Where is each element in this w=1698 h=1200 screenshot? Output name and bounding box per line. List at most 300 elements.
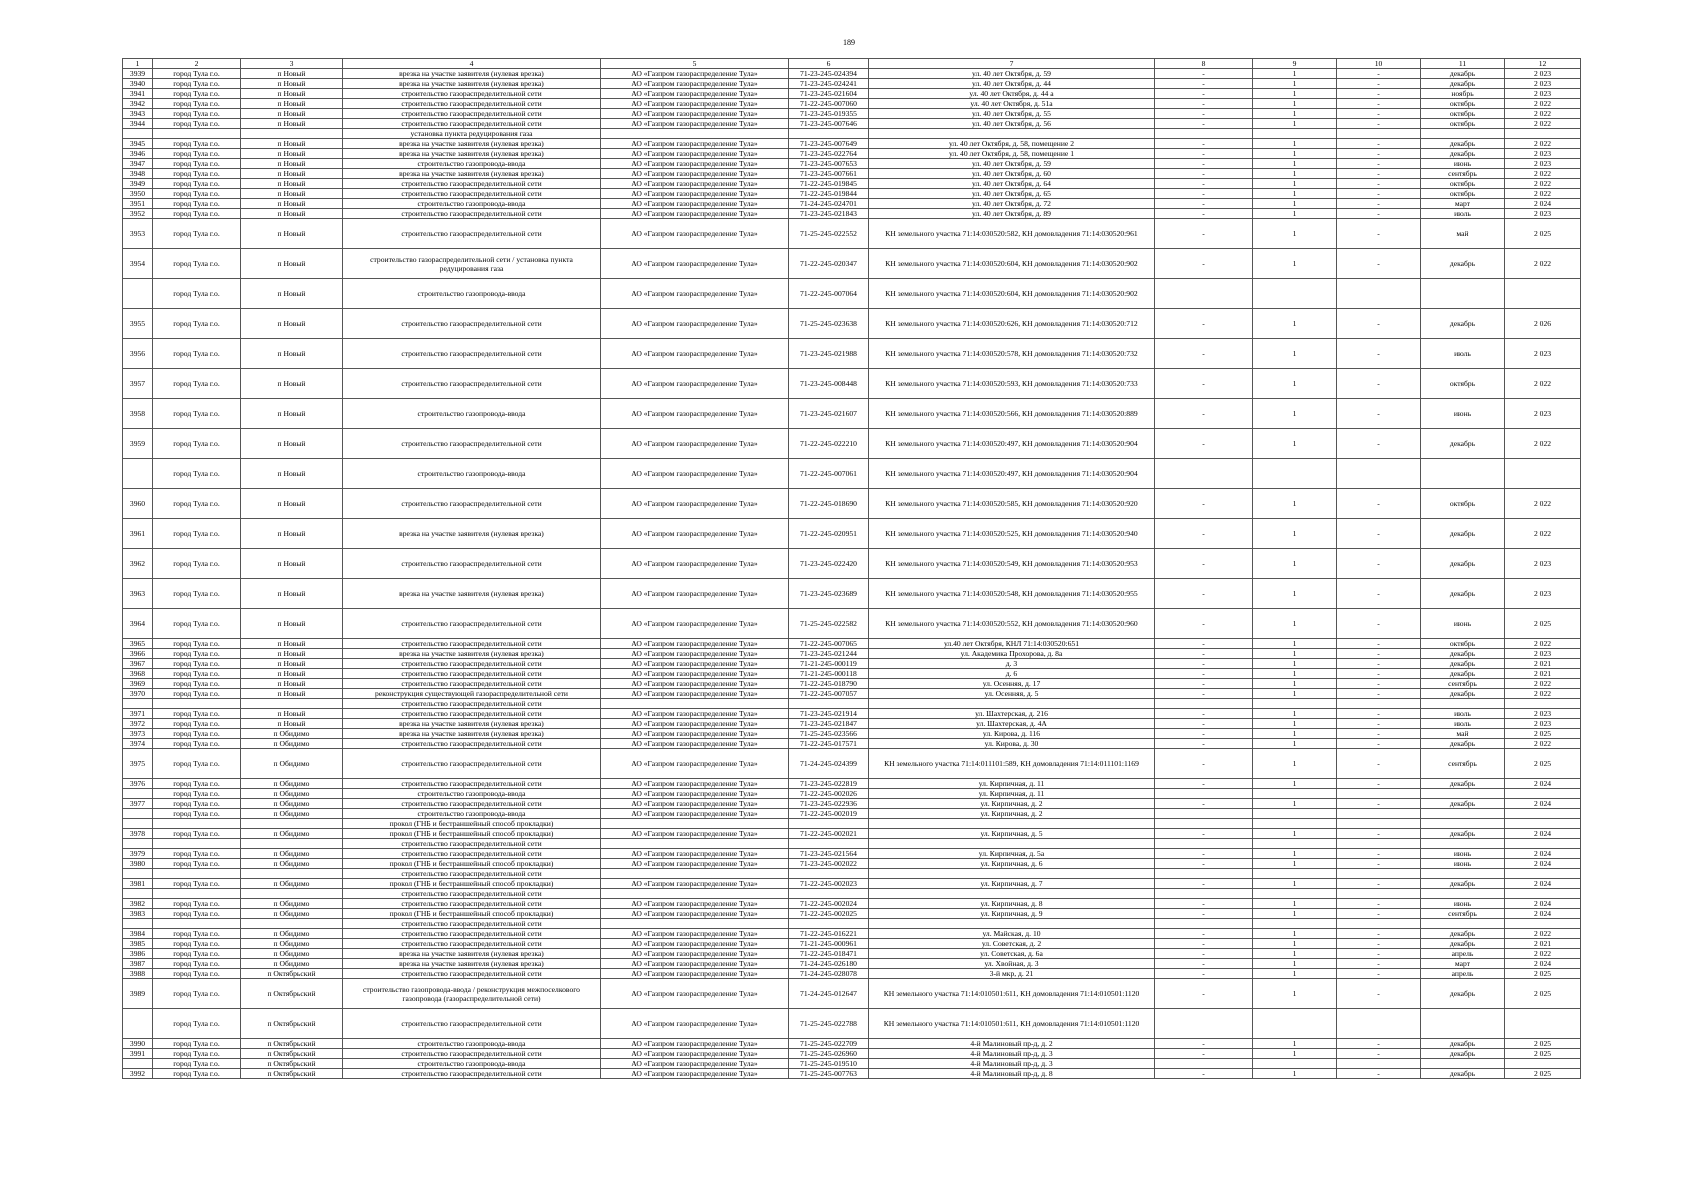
address: ул. 40 лет Октября, д. 44 а	[869, 89, 1155, 99]
settlement: п Новый	[241, 69, 343, 79]
organization: АО «Газпром газораспределение Тула»	[601, 309, 789, 339]
register-table	[122, 58, 1581, 1079]
work-type: строительство газопровода-ввода	[343, 199, 601, 209]
col-8: -	[1155, 739, 1253, 749]
table-row	[123, 399, 1581, 429]
col-10: -	[1337, 609, 1421, 639]
row-number: 3971	[123, 709, 153, 719]
work-type: строительство газопровода-ввода	[343, 809, 601, 819]
col-8: -	[1155, 719, 1253, 729]
table-row	[123, 369, 1581, 399]
col-10: -	[1337, 779, 1421, 789]
col-10	[1337, 889, 1421, 899]
organization: АО «Газпром газораспределение Тула»	[601, 279, 789, 309]
year: 2 023	[1505, 709, 1581, 719]
year: 2 024	[1505, 849, 1581, 859]
organization: АО «Газпром газораспределение Тула»	[601, 429, 789, 459]
application-number: 71-21-245-000961	[789, 939, 869, 949]
row-number: 3990	[123, 1039, 153, 1049]
table-row	[123, 689, 1581, 699]
application-number: 71-23-245-022764	[789, 149, 869, 159]
application-number: 71-22-245-018690	[789, 489, 869, 519]
month: июнь	[1421, 399, 1505, 429]
work-type: строительство газораспределительной сети	[343, 849, 601, 859]
table-row	[123, 129, 1581, 139]
table-row	[123, 429, 1581, 459]
month: декабрь	[1421, 669, 1505, 679]
work-type: строительство газораспределительной сети	[343, 799, 601, 809]
month	[1421, 919, 1505, 929]
work-type: врезка на участке заявителя (нулевая врезка)	[343, 719, 601, 729]
col-8: -	[1155, 249, 1253, 279]
address: ул. 40 лет Октября, д. 55	[869, 109, 1155, 119]
year: 2 024	[1505, 899, 1581, 909]
application-number: 71-22-245-018790	[789, 679, 869, 689]
address	[869, 889, 1155, 899]
col-8: -	[1155, 799, 1253, 809]
table-row	[123, 1049, 1581, 1059]
col-9: 1	[1253, 909, 1337, 919]
organization: АО «Газпром газораспределение Тула»	[601, 799, 789, 809]
table-row	[123, 69, 1581, 79]
work-type: врезка на участке заявителя (нулевая врезка)	[343, 519, 601, 549]
col-8	[1155, 869, 1253, 879]
row-number: 3952	[123, 209, 153, 219]
address: КН земельного участка 71:14:010501:611, КН домовладения 71:14:010501:1120	[869, 979, 1155, 1009]
application-number: 71-23-245-008448	[789, 369, 869, 399]
application-number: 71-23-245-021244	[789, 649, 869, 659]
settlement: п Новый	[241, 199, 343, 209]
table-row	[123, 1009, 1581, 1039]
organization: АО «Газпром газораспределение Тула»	[601, 249, 789, 279]
settlement: п Обидимо	[241, 909, 343, 919]
municipality: город Тула г.о.	[153, 679, 241, 689]
organization	[601, 129, 789, 139]
table-row	[123, 789, 1581, 799]
settlement: п Новый	[241, 89, 343, 99]
settlement	[241, 839, 343, 849]
municipality: город Тула г.о.	[153, 1059, 241, 1069]
settlement: п Октябрьский	[241, 1059, 343, 1069]
table-row	[123, 799, 1581, 809]
municipality: город Тула г.о.	[153, 429, 241, 459]
row-number: 3958	[123, 399, 153, 429]
year	[1505, 699, 1581, 709]
row-number	[123, 839, 153, 849]
col-9: 1	[1253, 179, 1337, 189]
col-9: 1	[1253, 609, 1337, 639]
municipality: город Тула г.о.	[153, 209, 241, 219]
application-number	[789, 129, 869, 139]
col-9: 1	[1253, 1069, 1337, 1079]
row-number: 3978	[123, 829, 153, 839]
row-number: 3951	[123, 199, 153, 209]
col-9: 1	[1253, 1039, 1337, 1049]
work-type: строительство газораспределительной сети	[343, 839, 601, 849]
col-8: -	[1155, 579, 1253, 609]
settlement: п Обидимо	[241, 849, 343, 859]
col-8: -	[1155, 949, 1253, 959]
month: декабрь	[1421, 939, 1505, 949]
work-type: строительство газораспределительной сети	[343, 489, 601, 519]
row-number: 3944	[123, 119, 153, 129]
col-10	[1337, 919, 1421, 929]
col-8: -	[1155, 139, 1253, 149]
month: октябрь	[1421, 369, 1505, 399]
address: КН земельного участка 71:14:030520:578, КН домовладения 71:14:030520:732	[869, 339, 1155, 369]
year: 2 022	[1505, 739, 1581, 749]
table-row	[123, 489, 1581, 519]
col-8	[1155, 839, 1253, 849]
application-number	[789, 919, 869, 929]
municipality: город Тула г.о.	[153, 639, 241, 649]
work-type: строительство газораспределительной сети	[343, 219, 601, 249]
table-row	[123, 89, 1581, 99]
application-number: 71-23-245-021843	[789, 209, 869, 219]
col-10: -	[1337, 749, 1421, 779]
settlement: п Новый	[241, 139, 343, 149]
settlement: п Новый	[241, 119, 343, 129]
year: 2 021	[1505, 669, 1581, 679]
settlement: п Новый	[241, 189, 343, 199]
address: КН земельного участка 71:14:030520:626, КН домовладения 71:14:030520:712	[869, 309, 1155, 339]
table-row	[123, 639, 1581, 649]
work-type: строительство газопровода-ввода	[343, 279, 601, 309]
row-number: 3980	[123, 859, 153, 869]
application-number: 71-23-245-007653	[789, 159, 869, 169]
settlement: п Новый	[241, 339, 343, 369]
table-row	[123, 979, 1581, 1009]
col-8: -	[1155, 489, 1253, 519]
col-9	[1253, 1009, 1337, 1039]
col-8: -	[1155, 159, 1253, 169]
row-number: 3970	[123, 689, 153, 699]
col-9: 1	[1253, 429, 1337, 459]
col-9	[1253, 839, 1337, 849]
application-number: 71-22-245-016221	[789, 929, 869, 939]
year: 2 022	[1505, 949, 1581, 959]
settlement: п Новый	[241, 659, 343, 669]
col-9: 1	[1253, 719, 1337, 729]
address: КН земельного участка 71:14:030520:566, КН домовладения 71:14:030520:889	[869, 399, 1155, 429]
municipality: город Тула г.о.	[153, 139, 241, 149]
col-10	[1337, 819, 1421, 829]
table-row	[123, 119, 1581, 129]
address: ул. Кирпичная, д. 6	[869, 859, 1155, 869]
row-number: 3955	[123, 309, 153, 339]
column-number: 9	[1253, 59, 1337, 69]
col-8: -	[1155, 749, 1253, 779]
col-10: -	[1337, 79, 1421, 89]
year: 2 023	[1505, 649, 1581, 659]
municipality: город Тула г.о.	[153, 89, 241, 99]
col-9: 1	[1253, 79, 1337, 89]
column-number: 3	[241, 59, 343, 69]
col-8: -	[1155, 979, 1253, 1009]
table-row	[123, 809, 1581, 819]
table-row	[123, 1059, 1581, 1069]
year: 2 021	[1505, 659, 1581, 669]
column-number: 11	[1421, 59, 1505, 69]
address: ул. 40 лет Октября, д. 59	[869, 69, 1155, 79]
year: 2 025	[1505, 609, 1581, 639]
municipality: город Тула г.о.	[153, 459, 241, 489]
col-10: -	[1337, 179, 1421, 189]
municipality: город Тула г.о.	[153, 859, 241, 869]
municipality: город Тула г.о.	[153, 929, 241, 939]
table-row	[123, 919, 1581, 929]
settlement: п Новый	[241, 649, 343, 659]
month: апрель	[1421, 949, 1505, 959]
organization: АО «Газпром газораспределение Тула»	[601, 709, 789, 719]
municipality: город Тула г.о.	[153, 749, 241, 779]
settlement: п Обидимо	[241, 729, 343, 739]
col-9: 1	[1253, 669, 1337, 679]
col-10: -	[1337, 829, 1421, 839]
year: 2 023	[1505, 399, 1581, 429]
col-8: -	[1155, 709, 1253, 719]
address: ул. Осенняя, д. 17	[869, 679, 1155, 689]
work-type: строительство газораспределительной сети	[343, 609, 601, 639]
application-number: 71-23-245-007649	[789, 139, 869, 149]
month: октябрь	[1421, 179, 1505, 189]
table-row	[123, 749, 1581, 779]
municipality	[153, 869, 241, 879]
row-number: 3974	[123, 739, 153, 749]
address: ул. Кирпичная, д. 2	[869, 809, 1155, 819]
municipality: город Тула г.о.	[153, 149, 241, 159]
municipality: город Тула г.о.	[153, 309, 241, 339]
year: 2 023	[1505, 159, 1581, 169]
row-number	[123, 809, 153, 819]
work-type: строительство газораспределительной сети	[343, 109, 601, 119]
address: д. 3	[869, 659, 1155, 669]
col-8: -	[1155, 399, 1253, 429]
settlement: п Новый	[241, 369, 343, 399]
address: 4-й Малиновый пр-д, д. 2	[869, 1039, 1155, 1049]
organization: АО «Газпром газораспределение Тула»	[601, 689, 789, 699]
work-type: строительство газораспределительной сети	[343, 929, 601, 939]
application-number: 71-22-245-002024	[789, 899, 869, 909]
municipality: город Тула г.о.	[153, 119, 241, 129]
col-10: -	[1337, 249, 1421, 279]
column-number: 1	[123, 59, 153, 69]
col-8: -	[1155, 639, 1253, 649]
col-8: -	[1155, 219, 1253, 249]
address: ул. Кирова, д. 116	[869, 729, 1155, 739]
col-9: 1	[1253, 159, 1337, 169]
work-type: строительство газораспределительной сети	[343, 369, 601, 399]
row-number: 3962	[123, 549, 153, 579]
application-number: 71-23-245-002022	[789, 859, 869, 869]
address: ул.40 лет Октября, КНЛ 71:14:030520:651	[869, 639, 1155, 649]
address: ул. 40 лет Октября, д. 58, помещение 1	[869, 149, 1155, 159]
col-10: -	[1337, 119, 1421, 129]
row-number	[123, 129, 153, 139]
col-10: -	[1337, 209, 1421, 219]
work-type: строительство газопровода-ввода	[343, 1059, 601, 1069]
col-10	[1337, 789, 1421, 799]
col-10: -	[1337, 879, 1421, 889]
col-9	[1253, 889, 1337, 899]
month	[1421, 839, 1505, 849]
application-number: 71-24-245-026180	[789, 959, 869, 969]
col-8	[1155, 889, 1253, 899]
row-number	[123, 699, 153, 709]
settlement: п Новый	[241, 79, 343, 89]
col-8: -	[1155, 109, 1253, 119]
application-number: 71-23-245-019355	[789, 109, 869, 119]
row-number: 3961	[123, 519, 153, 549]
settlement: п Обидимо	[241, 879, 343, 889]
col-8: -	[1155, 1069, 1253, 1079]
table-row	[123, 109, 1581, 119]
work-type: врезка на участке заявителя (нулевая врезка)	[343, 649, 601, 659]
address	[869, 839, 1155, 849]
month: декабрь	[1421, 929, 1505, 939]
col-9	[1253, 819, 1337, 829]
organization: АО «Газпром газораспределение Тула»	[601, 549, 789, 579]
col-9: 1	[1253, 99, 1337, 109]
col-8: -	[1155, 209, 1253, 219]
col-9: 1	[1253, 849, 1337, 859]
organization: АО «Газпром газораспределение Тула»	[601, 739, 789, 749]
year: 2 021	[1505, 939, 1581, 949]
year: 2 022	[1505, 369, 1581, 399]
year: 2 025	[1505, 1039, 1581, 1049]
application-number: 71-23-245-022420	[789, 549, 869, 579]
year: 2 022	[1505, 519, 1581, 549]
work-type: строительство газораспределительной сети	[343, 939, 601, 949]
col-8: -	[1155, 859, 1253, 869]
work-type: строительство газораспределительной сети	[343, 899, 601, 909]
work-type: строительство газопровода-ввода	[343, 399, 601, 429]
municipality: город Тула г.о.	[153, 949, 241, 959]
work-type: строительство газопровода-ввода	[343, 789, 601, 799]
organization: АО «Газпром газораспределение Тула»	[601, 159, 789, 169]
row-number: 3950	[123, 189, 153, 199]
address: КН земельного участка 71:14:030520:593, КН домовладения 71:14:030520:733	[869, 369, 1155, 399]
table-row	[123, 249, 1581, 279]
settlement: п Новый	[241, 689, 343, 699]
row-number: 3945	[123, 139, 153, 149]
table-row	[123, 189, 1581, 199]
col-10: -	[1337, 1039, 1421, 1049]
col-9	[1253, 869, 1337, 879]
organization: АО «Газпром газораспределение Тула»	[601, 979, 789, 1009]
application-number: 71-24-245-024399	[789, 749, 869, 779]
application-number: 71-22-245-002026	[789, 789, 869, 799]
year	[1505, 819, 1581, 829]
table-row	[123, 199, 1581, 209]
month: декабрь	[1421, 309, 1505, 339]
col-10: -	[1337, 429, 1421, 459]
work-type: строительство газораспределительной сети	[343, 119, 601, 129]
col-10: -	[1337, 489, 1421, 519]
settlement: п Новый	[241, 669, 343, 679]
month	[1421, 809, 1505, 819]
year: 2 022	[1505, 639, 1581, 649]
year	[1505, 839, 1581, 849]
month: декабрь	[1421, 799, 1505, 809]
month: декабрь	[1421, 649, 1505, 659]
year: 2 022	[1505, 189, 1581, 199]
organization: АО «Газпром газораспределение Тула»	[601, 849, 789, 859]
settlement: п Обидимо	[241, 789, 343, 799]
year: 2 023	[1505, 719, 1581, 729]
address: КН земельного участка 71:14:030520:549, КН домовладения 71:14:030520:953	[869, 549, 1155, 579]
application-number: 71-24-245-028078	[789, 969, 869, 979]
settlement: п Новый	[241, 639, 343, 649]
col-9: 1	[1253, 199, 1337, 209]
year: 2 022	[1505, 169, 1581, 179]
row-number: 3992	[123, 1069, 153, 1079]
organization: АО «Газпром газораспределение Тула»	[601, 369, 789, 399]
organization: АО «Газпром газораспределение Тула»	[601, 199, 789, 209]
work-type: врезка на участке заявителя (нулевая врезка)	[343, 139, 601, 149]
address: КН земельного участка 71:14:030520:525, КН домовладения 71:14:030520:940	[869, 519, 1155, 549]
settlement: п Октябрьский	[241, 1039, 343, 1049]
column-number: 6	[789, 59, 869, 69]
row-number	[123, 1009, 153, 1039]
month: декабрь	[1421, 69, 1505, 79]
settlement: п Обидимо	[241, 939, 343, 949]
col-8: -	[1155, 969, 1253, 979]
col-8: -	[1155, 879, 1253, 889]
row-number: 3989	[123, 979, 153, 1009]
year: 2 022	[1505, 99, 1581, 109]
settlement: п Новый	[241, 399, 343, 429]
work-type: строительство газораспределительной сети	[343, 549, 601, 579]
month	[1421, 789, 1505, 799]
address	[869, 699, 1155, 709]
col-9: 1	[1253, 219, 1337, 249]
application-number: 71-22-245-002025	[789, 909, 869, 919]
application-number: 71-23-245-021604	[789, 89, 869, 99]
col-8: -	[1155, 369, 1253, 399]
row-number: 3959	[123, 429, 153, 459]
year: 2 025	[1505, 969, 1581, 979]
month: декабрь	[1421, 879, 1505, 889]
address: ул. Майская, д. 10	[869, 929, 1155, 939]
month: октябрь	[1421, 189, 1505, 199]
application-number: 71-23-245-021847	[789, 719, 869, 729]
organization: АО «Газпром газораспределение Тула»	[601, 89, 789, 99]
month	[1421, 1059, 1505, 1069]
municipality: город Тула г.о.	[153, 789, 241, 799]
col-8: -	[1155, 929, 1253, 939]
application-number: 71-23-245-023689	[789, 579, 869, 609]
application-number: 71-22-245-007060	[789, 99, 869, 109]
organization: АО «Газпром газораспределение Тула»	[601, 829, 789, 839]
row-number: 3981	[123, 879, 153, 889]
work-type: врезка на участке заявителя (нулевая врезка)	[343, 959, 601, 969]
row-number	[123, 1059, 153, 1069]
month	[1421, 459, 1505, 489]
month: декабрь	[1421, 829, 1505, 839]
year	[1505, 129, 1581, 139]
settlement: п Обидимо	[241, 949, 343, 959]
work-type: строительство газопровода-ввода / реконструкция межпоселкового газопровода (газораспределительной сети)	[343, 979, 601, 1009]
organization: АО «Газпром газораспределение Тула»	[601, 69, 789, 79]
row-number: 3965	[123, 639, 153, 649]
col-9: 1	[1253, 969, 1337, 979]
application-number: 71-22-245-002023	[789, 879, 869, 889]
table-row	[123, 519, 1581, 549]
address: ул. Академика Прохорова, д. 8а	[869, 649, 1155, 659]
col-9: 1	[1253, 309, 1337, 339]
municipality: город Тула г.о.	[153, 199, 241, 209]
